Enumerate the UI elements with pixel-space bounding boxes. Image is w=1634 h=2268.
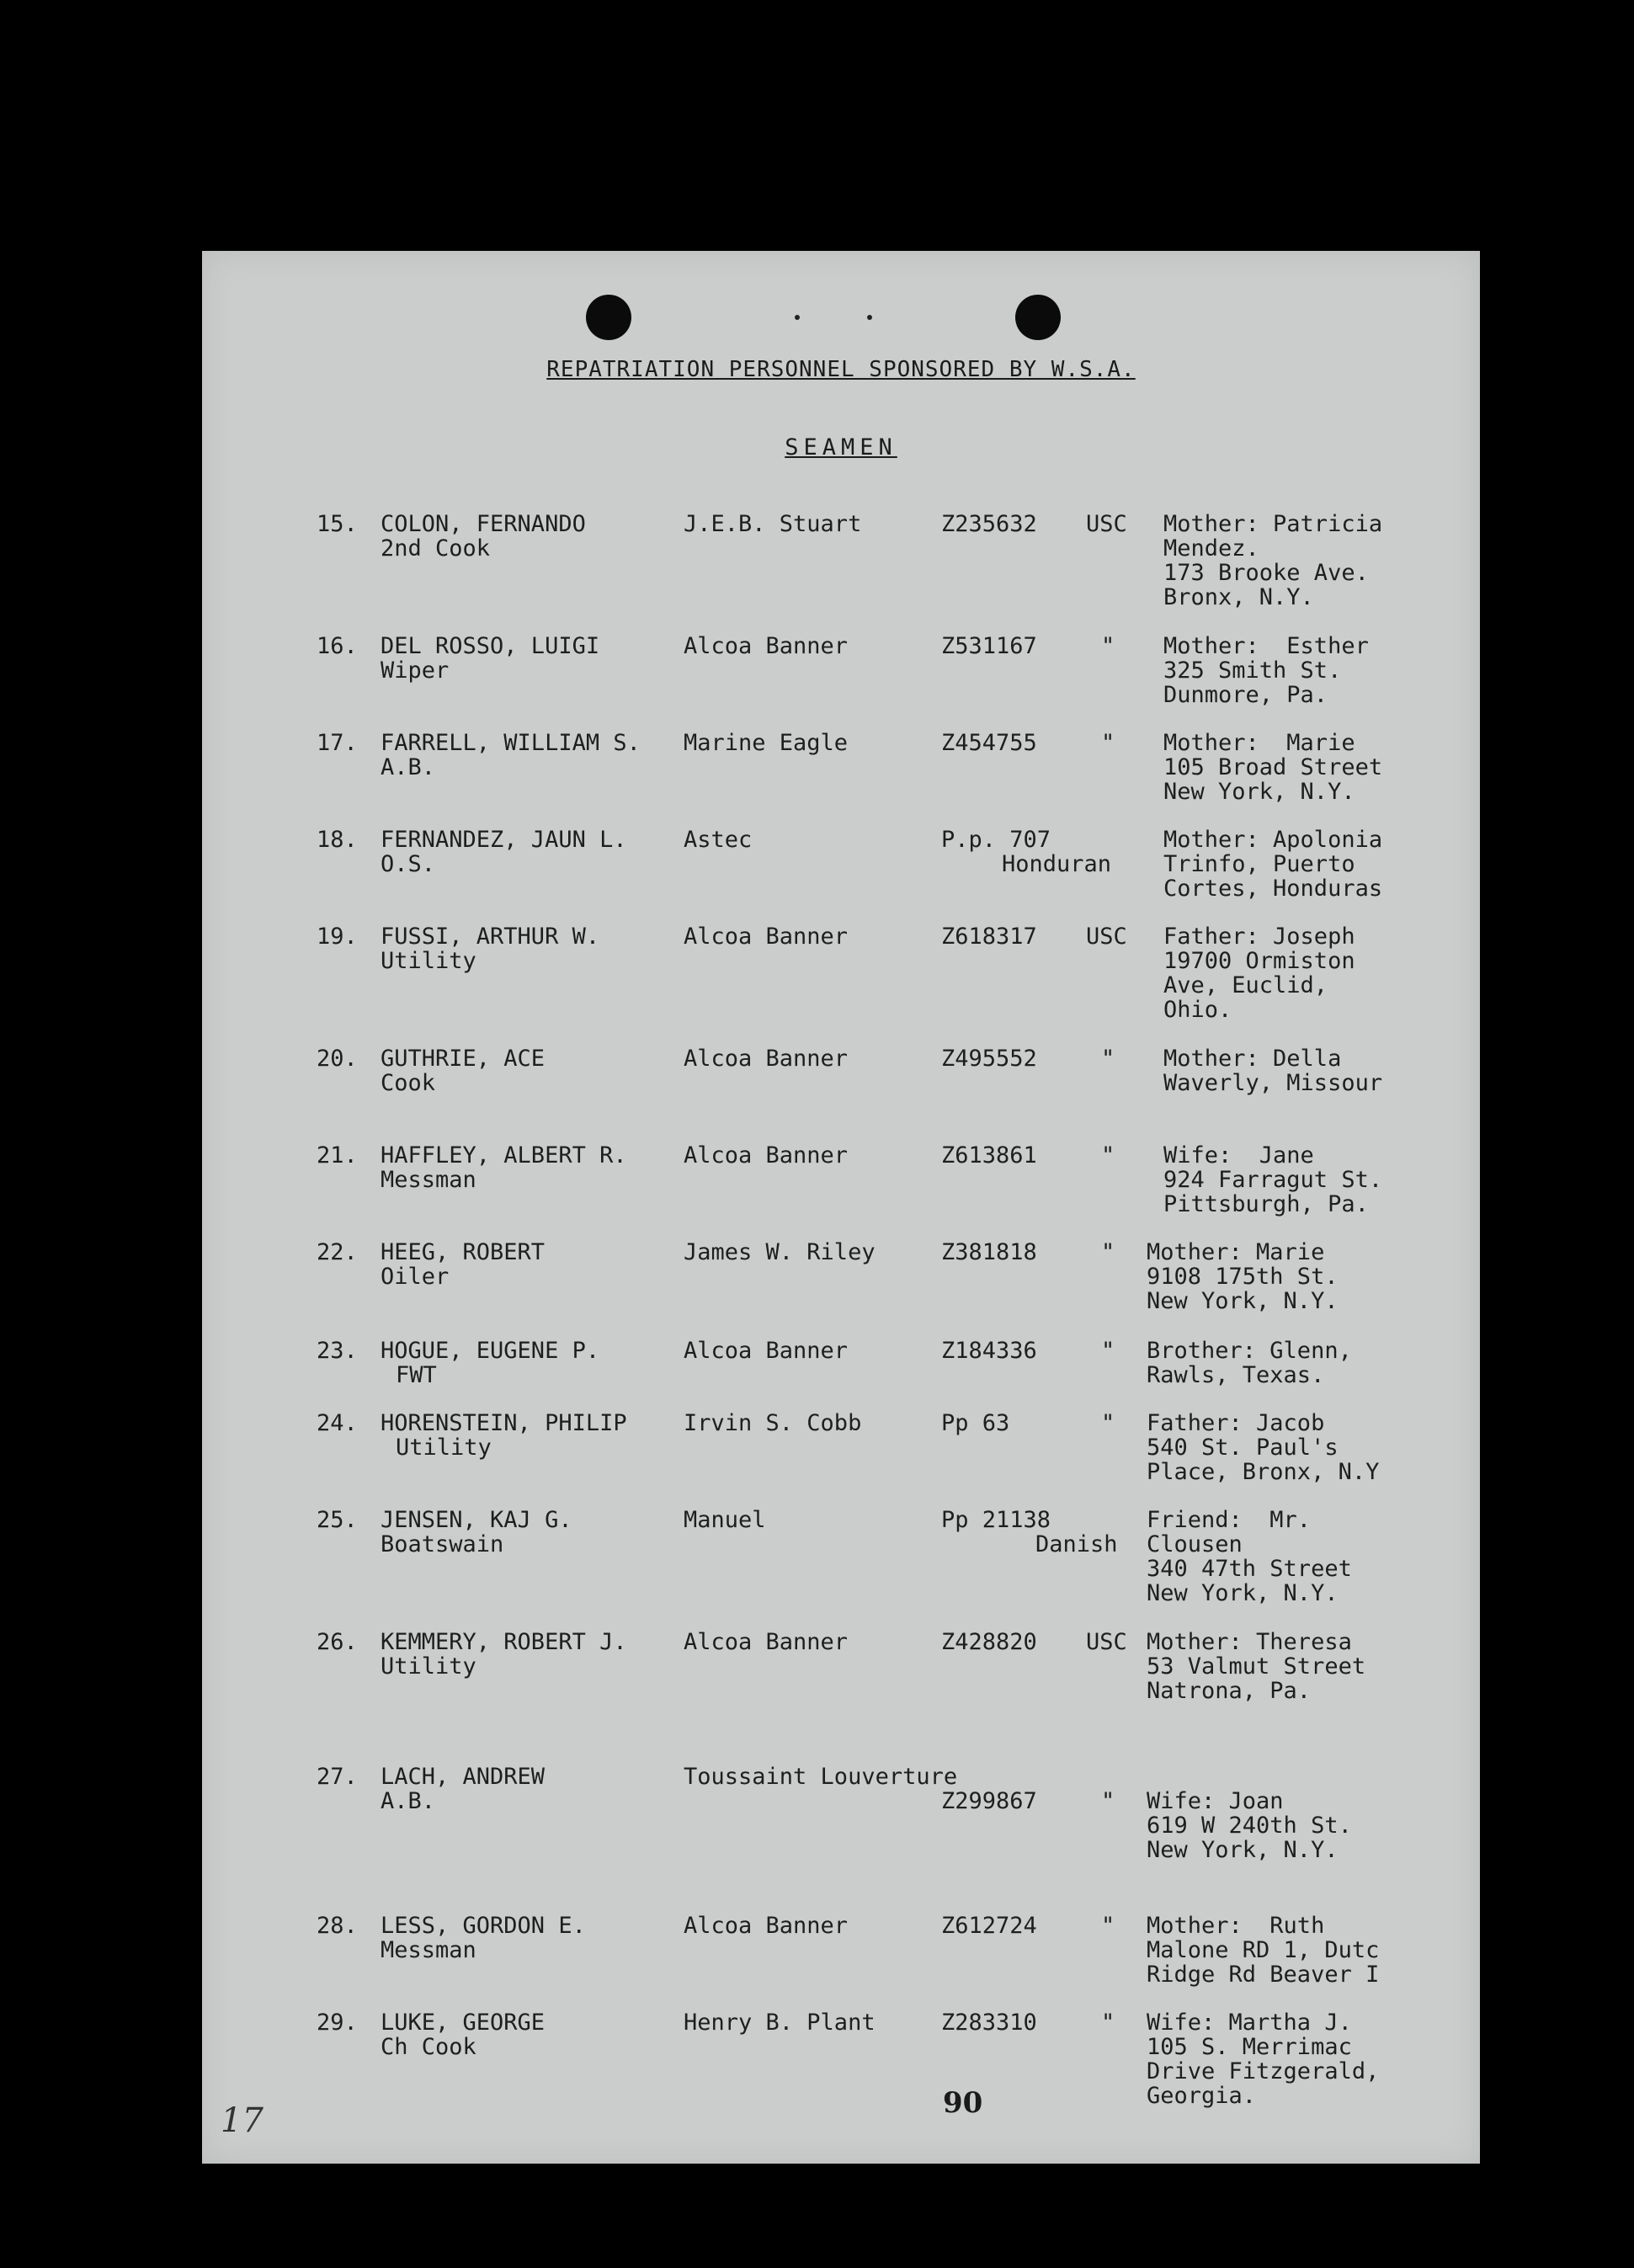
next-of-kin-line: Waverly, Missour [1163,1070,1383,1096]
next-of-kin [1147,2010,1379,2108]
next-of-kin-line: Place, Bronx, N.Y [1147,1459,1380,1485]
ship-name: Alcoa Banner [684,1629,849,1655]
entry-number: 25. [317,1507,358,1533]
document-number: Z495552 [941,1046,1037,1072]
entry-number: 21. [317,1142,358,1169]
seaman-rating: Utility [381,1653,476,1680]
punch-hole-right [1015,295,1061,340]
next-of-kin-line: New York, N.Y. [1147,1288,1339,1314]
entry-number: 18. [317,827,358,853]
seaman-rating: Wiper [381,658,450,684]
citizenship: USC [1086,511,1127,537]
page-title: REPATRIATION PERSONNEL SPONSORED BY W.S.A. [546,357,1136,382]
next-of-kin-line: Mother: Della [1163,1046,1342,1072]
next-of-kin-line: Wife: Joan [1147,1788,1284,1814]
seaman-name-block [381,1508,572,1557]
seaman-name-block [381,2010,545,2059]
seaman-rating: Messman [381,1937,476,1963]
ship-name: Alcoa Banner [684,924,849,950]
next-of-kin-line: Wife: Jane [1163,1142,1314,1169]
entry-number: 19. [317,924,358,950]
seaman-name-block [381,1914,586,1962]
seaman-rating: O.S. [381,851,436,877]
next-of-kin-line: Mother: Apolonia [1163,827,1383,853]
next-of-kin-line: Mother: Marie [1163,730,1355,756]
seaman-rating: Cook [381,1070,436,1096]
ship-name: Alcoa Banner [684,633,849,659]
next-of-kin-line: Clousen [1147,1531,1243,1557]
document-number: Z454755 [941,730,1037,756]
entry-number: 22. [317,1239,358,1265]
ship-name: Henry B. Plant [684,2010,876,2036]
next-of-kin-line: Rawls, Texas. [1147,1362,1325,1388]
document-number: Z531167 [941,633,1037,659]
next-of-kin [1163,731,1382,804]
seaman-name: LUKE, GEORGE [381,2010,546,2036]
seaman-rating: Oiler [381,1264,450,1290]
document-number: P.p. 707 [941,827,1051,853]
next-of-kin-line: 619 W 240th St. [1147,1813,1352,1839]
next-of-kin [1163,924,1355,1022]
ship-name: Manuel [684,1507,766,1533]
next-of-kin-line: Friend: Mr. [1147,1507,1312,1533]
entry-number: 28. [317,1913,358,1939]
next-of-kin [1147,1789,1352,1862]
ship-name: James W. Riley [684,1239,876,1265]
seaman-rating: FWT [396,1362,437,1388]
citizenship: " [1101,633,1115,659]
next-of-kin [1163,634,1369,707]
seaman-name-block [381,512,586,561]
seaman-name: FERNANDEZ, JAUN L. [381,827,627,853]
seaman-name-block [381,1240,545,1289]
next-of-kin-line: Mother: Theresa [1147,1629,1352,1655]
citizenship: Honduran [1002,851,1112,877]
seaman-name: DEL ROSSO, LUIGI [381,633,600,659]
next-of-kin [1147,1339,1352,1387]
document-number: Z612724 [941,1913,1037,1939]
next-of-kin-line: 105 S. Merrimac [1147,2034,1352,2060]
citizenship: " [1101,2010,1115,2036]
document-number: Z618317 [941,924,1037,950]
seaman-name: HEEG, ROBERT [381,1239,546,1265]
next-of-kin [1163,828,1382,901]
next-of-kin-line: Ohio. [1163,997,1232,1023]
document-number: Z613861 [941,1142,1037,1169]
document-number: Z283310 [941,2010,1037,2036]
next-of-kin [1147,1630,1365,1703]
seaman-rating: Messman [381,1167,476,1193]
seaman-name-block [381,731,641,780]
seaman-name-block [381,924,599,973]
seaman-name: FUSSI, ARTHUR W. [381,924,600,950]
seaman-name: COLON, FERNANDO [381,511,586,537]
seaman-rating: Utility [396,1435,492,1461]
document-number: Pp 63 [941,1410,1010,1436]
next-of-kin [1147,1508,1352,1605]
entry-number: 20. [317,1046,358,1072]
ship-name: Alcoa Banner [684,1338,849,1364]
seaman-name-block [381,1411,627,1460]
seaman-rating: Ch Cook [381,2034,476,2060]
seaman-name-block [381,1143,627,1192]
entry-number: 24. [317,1410,358,1436]
seaman-name-block [381,1630,627,1679]
seaman-name: HAFFLEY, ALBERT R. [381,1142,627,1169]
next-of-kin-line: New York, N.Y. [1163,779,1355,805]
speck [795,315,800,320]
next-of-kin-line: 9108 175th St. [1147,1264,1339,1290]
citizenship: " [1101,1046,1115,1072]
ship-name: Alcoa Banner [684,1046,849,1072]
next-of-kin [1147,1411,1379,1484]
entry-number: 15. [317,511,358,537]
seaman-rating: 2nd Cook [381,535,491,562]
section-heading: SEAMEN [785,434,897,461]
seaman-name-block [381,828,627,876]
next-of-kin [1163,512,1382,610]
seaman-name-block [381,1339,599,1387]
document-number: Z299867 [941,1788,1037,1814]
entry-number: 27. [317,1764,358,1790]
speck [867,315,872,320]
seaman-name: LACH, ANDREW [381,1764,546,1790]
next-of-kin-line: Ave, Euclid, [1163,972,1328,998]
next-of-kin-line: Brother: Glenn, [1147,1338,1352,1364]
next-of-kin-line: Dunmore, Pa. [1163,682,1328,708]
document-number: Z381818 [941,1239,1037,1265]
entry-number: 29. [317,2010,358,2036]
entry-number: 26. [317,1629,358,1655]
next-of-kin-line: Georgia. [1147,2083,1257,2109]
next-of-kin-line: Cortes, Honduras [1163,876,1383,902]
document-number: Pp 21138 [941,1507,1051,1533]
seaman-name: LESS, GORDON E. [381,1913,586,1939]
ship-name: Marine Eagle [684,730,849,756]
next-of-kin-line: 340 47th Street [1147,1556,1352,1582]
seaman-name-block [381,1046,545,1095]
citizenship: " [1101,1788,1115,1814]
next-of-kin-line: 19700 Ormiston [1163,948,1355,974]
ship-name: Alcoa Banner [684,1913,849,1939]
next-of-kin-line: 53 Valmut Street [1147,1653,1366,1680]
document-number: Z184336 [941,1338,1037,1364]
next-of-kin [1163,1046,1382,1095]
next-of-kin [1147,1914,1379,1987]
next-of-kin [1163,1143,1382,1217]
citizenship: " [1101,1338,1115,1364]
seaman-rating: Boatswain [381,1531,504,1557]
seaman-rating: A.B. [381,754,436,780]
seaman-name: FARRELL, WILLIAM S. [381,730,641,756]
seaman-name: HORENSTEIN, PHILIP [381,1410,627,1436]
seaman-name: HOGUE, EUGENE P. [381,1338,600,1364]
ship-name: Irvin S. Cobb [684,1410,862,1436]
next-of-kin-line: 173 Brooke Ave. [1163,560,1369,586]
ship-name: Alcoa Banner [684,1142,849,1169]
next-of-kin-line: Mother: Ruth [1147,1913,1325,1939]
next-of-kin-line: New York, N.Y. [1147,1837,1339,1863]
seaman-name-block [381,634,599,683]
next-of-kin-line: Ridge Rd Beaver I [1147,1962,1380,1988]
ship-name: J.E.B. Stuart [684,511,862,537]
next-of-kin-line: Mother: Patricia [1163,511,1383,537]
ship-name: Astec [684,827,753,853]
punch-hole-left [586,295,631,340]
next-of-kin-line: 924 Farragut St. [1163,1167,1383,1193]
seaman-name: GUTHRIE, ACE [381,1046,546,1072]
next-of-kin [1147,1240,1339,1313]
citizenship: " [1101,730,1115,756]
next-of-kin-line: New York, N.Y. [1147,1580,1339,1606]
document-number: Z235632 [941,511,1037,537]
document-number: Z428820 [941,1629,1037,1655]
citizenship: " [1101,1142,1115,1169]
page-number: 90 [943,2086,983,2120]
seaman-rating: A.B. [381,1788,436,1814]
next-of-kin-line: Wife: Martha J. [1147,2010,1352,2036]
seaman-name-block [381,1765,545,1813]
citizenship: " [1101,1913,1115,1939]
next-of-kin-line: Pittsburgh, Pa. [1163,1191,1369,1217]
next-of-kin-line: 540 St. Paul's [1147,1435,1339,1461]
next-of-kin-line: Trinfo, Puerto [1163,851,1355,877]
next-of-kin-line: 325 Smith St. [1163,658,1342,684]
next-of-kin-line: Malone RD 1, Dutc [1147,1937,1380,1963]
citizenship: " [1101,1410,1115,1436]
next-of-kin-line: Father: Jacob [1147,1410,1325,1436]
seaman-name: KEMMERY, ROBERT J. [381,1629,627,1655]
entry-number: 16. [317,633,358,659]
next-of-kin-line: Drive Fitzgerald, [1147,2058,1380,2084]
seaman-name: JENSEN, KAJ G. [381,1507,572,1533]
next-of-kin-line: Bronx, N.Y. [1163,584,1314,610]
next-of-kin-line: Father: Joseph [1163,924,1355,950]
citizenship: Danish [1035,1531,1118,1557]
next-of-kin-line: Natrona, Pa. [1147,1678,1312,1704]
next-of-kin-line: 105 Broad Street [1163,754,1383,780]
next-of-kin-line: Mendez. [1163,535,1259,562]
ship-name: Toussaint Louverture [684,1764,958,1790]
citizenship: USC [1086,1629,1127,1655]
next-of-kin-line: Mother: Esther [1163,633,1369,659]
document-sheet [202,251,1480,2164]
entry-number: 17. [317,730,358,756]
citizenship: USC [1086,924,1127,950]
entry-number: 23. [317,1338,358,1364]
seaman-rating: Utility [381,948,476,974]
next-of-kin-line: Mother: Marie [1147,1239,1325,1265]
handwritten-margin-note: 17 [221,2101,263,2140]
citizenship: " [1101,1239,1115,1265]
